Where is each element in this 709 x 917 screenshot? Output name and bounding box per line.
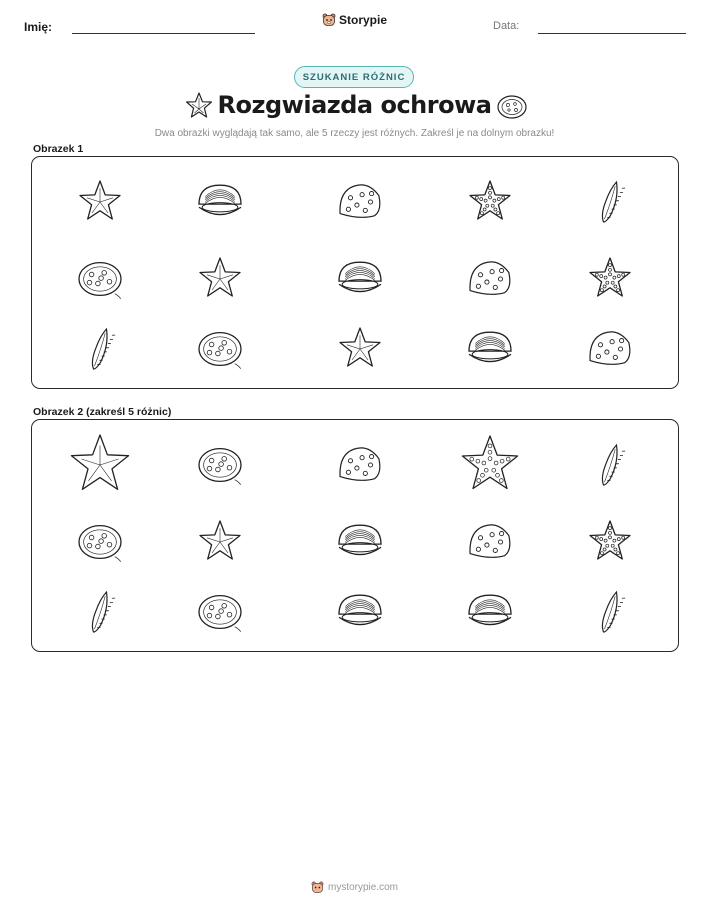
starfish-icon bbox=[74, 176, 126, 228]
date-label: Data: bbox=[493, 20, 520, 32]
sponge-icon bbox=[464, 253, 516, 305]
page-title: Rozgwiazda ochrowa bbox=[217, 91, 492, 119]
sponge-icon bbox=[334, 176, 386, 228]
bear-icon bbox=[322, 13, 336, 27]
brand-logo bbox=[322, 13, 387, 27]
panel1-label: Obrazek 1 bbox=[33, 143, 84, 155]
picture-1-panel bbox=[31, 156, 679, 389]
pizza-coral-icon bbox=[74, 253, 126, 305]
sponge-icon[interactable] bbox=[464, 516, 516, 568]
footer bbox=[0, 881, 709, 894]
bear-icon bbox=[311, 881, 324, 894]
pizza-coral-icon bbox=[496, 93, 528, 121]
sea-cucumber-icon bbox=[584, 176, 636, 228]
clam-icon[interactable] bbox=[334, 516, 386, 568]
pizza-coral-icon bbox=[194, 323, 246, 375]
spotted-starfish-icon bbox=[464, 176, 516, 228]
sea-cucumber-icon[interactable] bbox=[74, 586, 126, 638]
starfish-icon[interactable] bbox=[194, 516, 246, 568]
clam-icon[interactable] bbox=[334, 586, 386, 638]
sea-cucumber-icon[interactable] bbox=[584, 586, 636, 638]
sea-cucumber-icon[interactable] bbox=[584, 439, 636, 491]
spotted-starfish-icon bbox=[584, 253, 636, 305]
pizza-coral-icon[interactable] bbox=[194, 586, 246, 638]
starfish-icon[interactable] bbox=[65, 430, 135, 500]
starfish-icon bbox=[334, 323, 386, 375]
panel2-label: Obrazek 2 (zakreśl 5 różnic) bbox=[33, 406, 172, 418]
name-label: Imię: bbox=[24, 20, 53, 34]
brand-name: Storypie bbox=[339, 13, 388, 27]
sponge-icon bbox=[584, 323, 636, 375]
name-line[interactable] bbox=[72, 33, 255, 34]
spotted-starfish-icon[interactable] bbox=[584, 516, 636, 568]
clam-icon bbox=[334, 253, 386, 305]
clam-icon bbox=[464, 323, 516, 375]
pizza-coral-icon[interactable] bbox=[74, 516, 126, 568]
starfish-icon bbox=[194, 253, 246, 305]
clam-icon[interactable] bbox=[464, 586, 516, 638]
sea-cucumber-icon bbox=[74, 323, 126, 375]
clam-icon bbox=[194, 176, 246, 228]
picture-2-panel[interactable] bbox=[31, 419, 679, 652]
instructions: Dwa obrazki wyglądają tak samo, ale 5 rzeczy jest różnych. Zakreśl je na dolnym obrazku! bbox=[154, 128, 555, 139]
spotted-starfish-icon[interactable] bbox=[456, 431, 524, 499]
footer-url: mystorypie.com bbox=[327, 882, 398, 893]
sponge-icon[interactable] bbox=[334, 439, 386, 491]
date-line[interactable] bbox=[538, 33, 686, 34]
activity-badge: SZUKANIE RÓŻNIC bbox=[294, 66, 414, 88]
pizza-coral-icon[interactable] bbox=[194, 439, 246, 491]
